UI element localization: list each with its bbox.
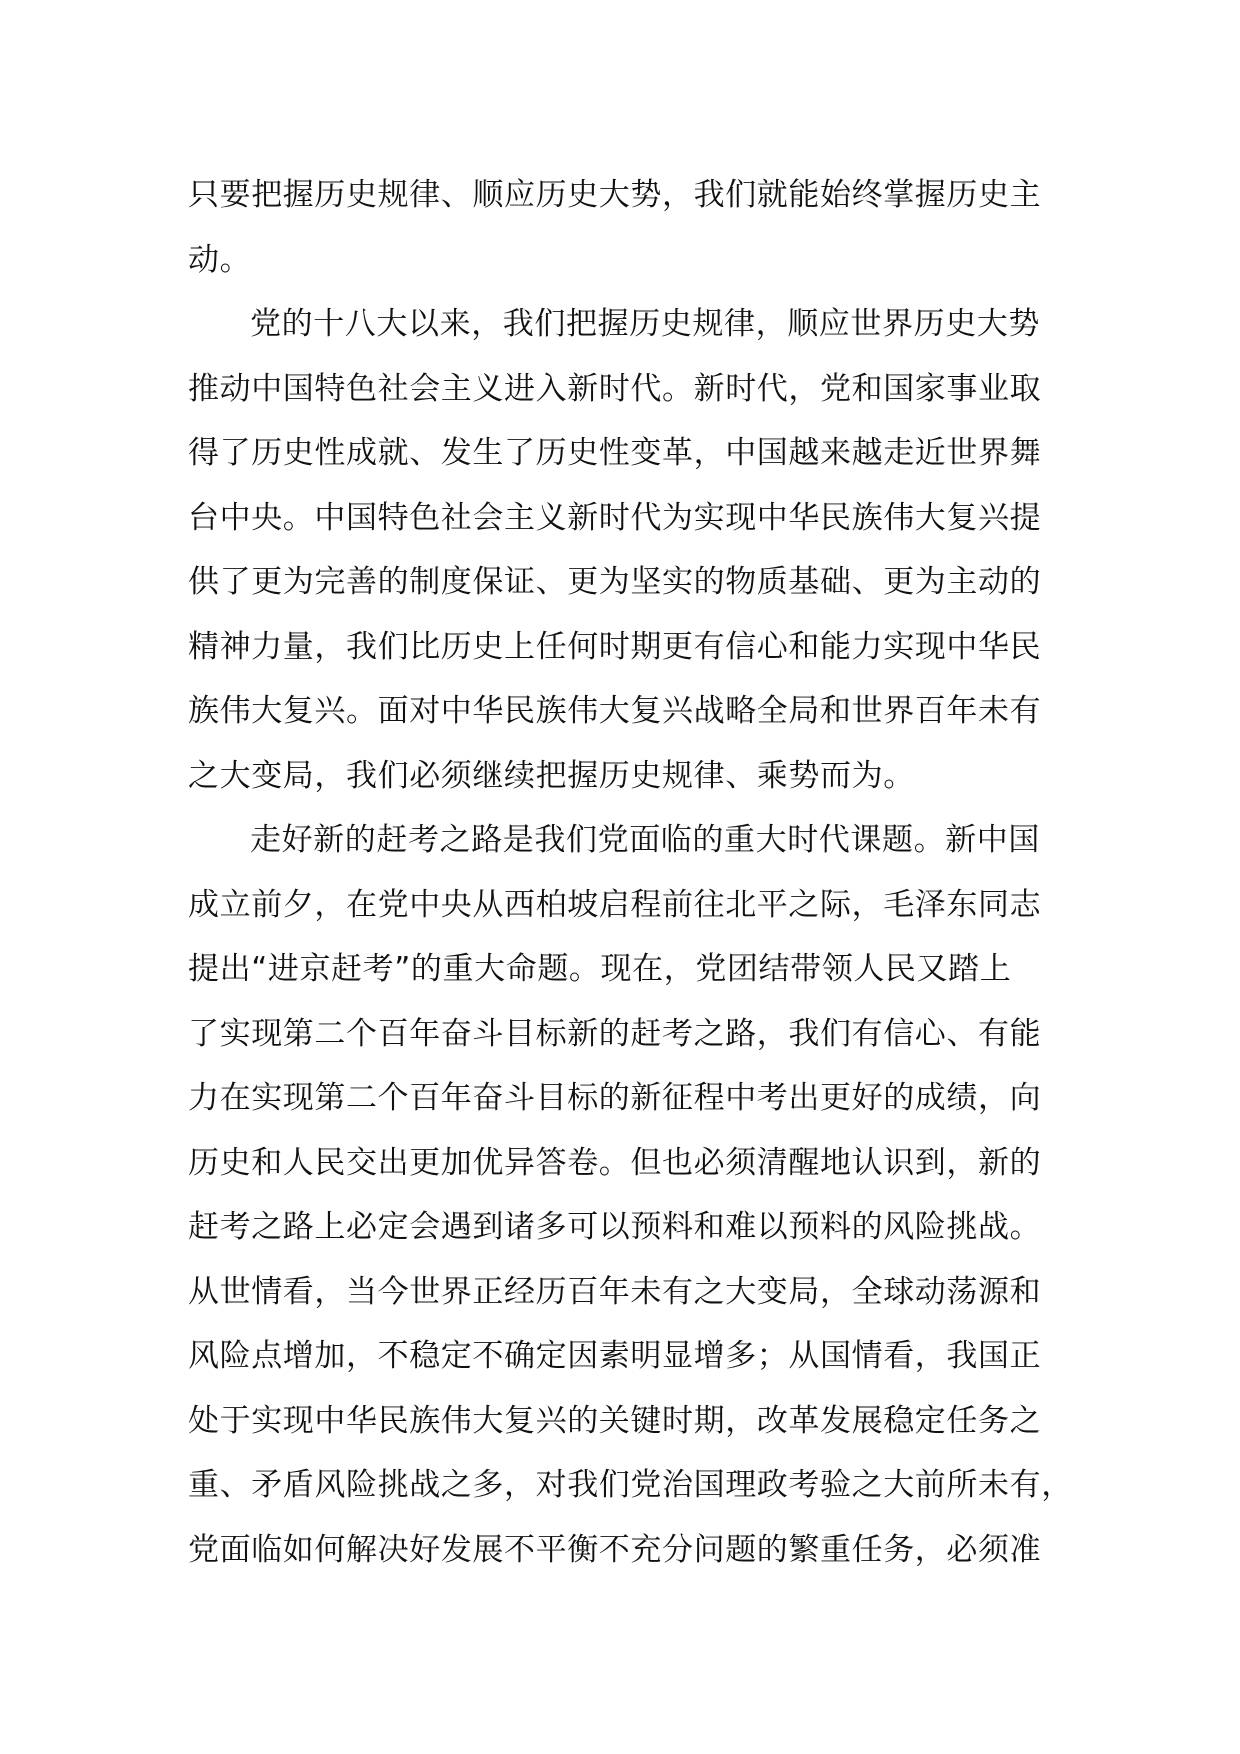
text-line: 重、矛盾风险挑战之多，对我们党治国理政考验之大前所未有， [188, 1467, 1073, 1503]
text-line: 历史和人民交出更加优异答卷。但也必须清醒地认识到，新的 [188, 1144, 1042, 1181]
text-line: 动。 [188, 241, 252, 278]
text-line: 供了更为完善的制度保证、更为坚实的物质基础、更为主动的 [188, 564, 1042, 600]
body-text [188, 163, 1073, 1582]
text-line: 之大变局，我们必须继续把握历史规律、乘势而为。 [188, 757, 915, 794]
text-line: 力在实现第二个百年奋斗目标的新征程中考出更好的成绩，向 [188, 1080, 1042, 1116]
text-line: 从世情看，当今世界正经历百年未有之大变局，全球动荡源和 [188, 1273, 1042, 1310]
text-line: 族伟大复兴。面对中华民族伟大复兴战略全局和世界百年未有 [188, 693, 1042, 729]
text-line: 风险点增加，不稳定不确定因素明显增多；从国情看，我国正 [188, 1338, 1042, 1374]
paragraph-start-line: 走好新的赶考之路是我们党面临的重大时代课题。新中国 [250, 822, 1040, 858]
text-line: 台中央。中国特色社会主义新时代为实现中华民族伟大复兴提 [188, 499, 1042, 536]
text-line: 赶考之路上必定会遇到诸多可以预料和难以预料的风险挑战。 [188, 1209, 1042, 1245]
text-line: 得了历史性成就、发生了历史性变革，中国越来越走近世界舞 [188, 435, 1042, 471]
text-line: 党面临如何解决好发展不平衡不充分问题的繁重任务，必须准 [188, 1531, 1042, 1568]
text-line: 提出“进京赶考”的重大命题。现在，党团结带领人民又踏上 [188, 951, 1012, 987]
text-line: 只要把握历史规律、顺应历史大势，我们就能始终掌握历史主 [188, 177, 1042, 213]
paragraph-start-line: 党的十八大以来，我们把握历史规律，顺应世界历史大势 [250, 306, 1040, 342]
text-line: 了实现第二个百年奋斗目标新的赶考之路，我们有信心、有能 [188, 1015, 1042, 1052]
text-line: 处于实现中华民族伟大复兴的关键时期，改革发展稳定任务之 [188, 1402, 1042, 1439]
text-line: 精神力量，我们比历史上任何时期更有信心和能力实现中华民 [188, 628, 1042, 665]
text-line: 成立前夕，在党中央从西柏坡启程前往北平之际，毛泽东同志 [188, 886, 1042, 923]
text-line: 推动中国特色社会主义进入新时代。新时代，党和国家事业取 [188, 370, 1042, 407]
